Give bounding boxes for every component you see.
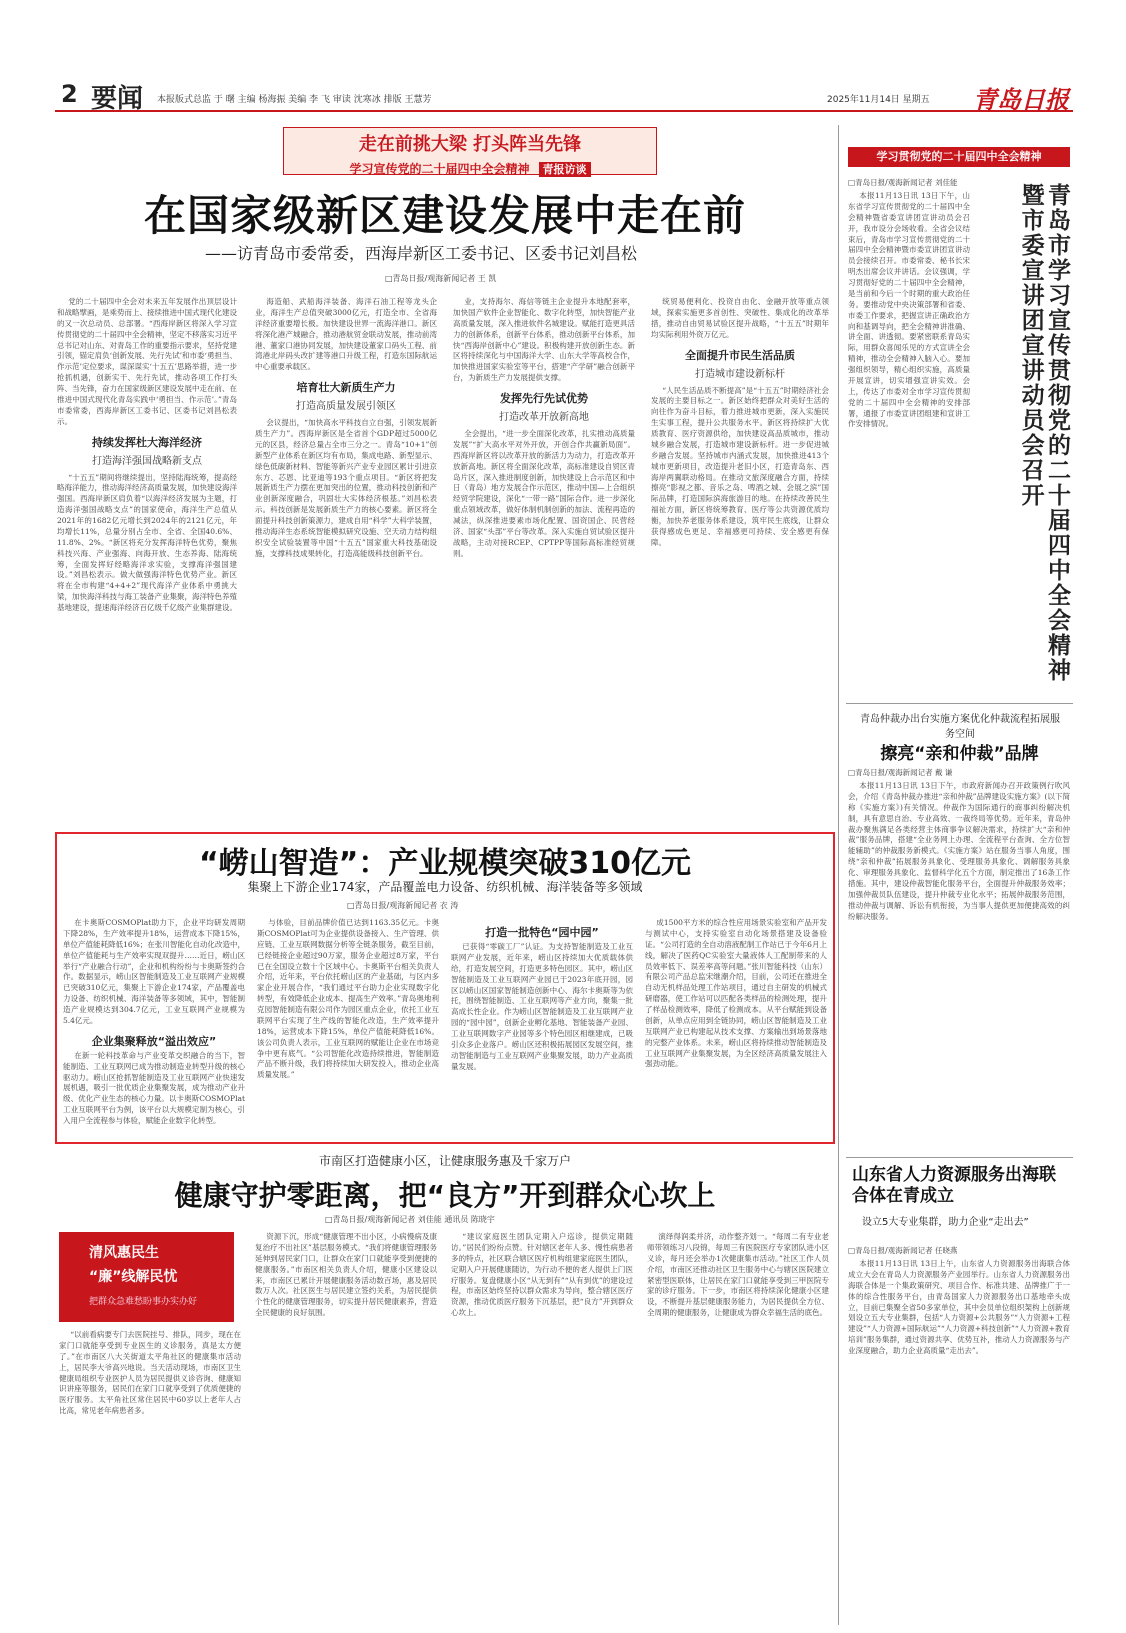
right-story3-byline: □青岛日报/观海新闻记者 任晓燕 [848, 1246, 958, 1255]
masthead [55, 76, 1073, 112]
right-banner [848, 147, 1070, 167]
feature-col2-body: 与体验，目前品牌价值已达到1163.35亿元。卡奥斯COSMOPlat可为企业提供设备接入、生产管理、供应链、工业互联网数据分析等全链条服务，截至目前，已经链接企业超过90万家，服务企业超过8万家，平台已在全国设立数十个区域中心。卡奥斯平台相关负责人介绍，近年来，平台依托崂山区的产业基础，与区内多家企业开展合作，“我们通过平台助力企业实现数字化转型，有效降低企业成本、提高生产效率。”青岛奥地利克园智能制造有限公司作为园区重点企业，依托工业互联网平台实现了生产线的智能化改造，生产效率提升18%，运营成本下降15%，单位产值能耗降低16%。该公司负责人表示，工业互联网的赋能让企业在市场竞争中更有底气。“公司智能化改造持续推进，智能制造产品不断升级，我们将持续加大研发投入，推动企业高质量发展。” [257, 918, 439, 1080]
bottom-title: 健康守护零距离，把“良方”开到群众心坎上 [174, 1179, 716, 1212]
bottom-kicker: 市南区打造健康小区，让健康服务惠及千家万户 [318, 1154, 571, 1168]
main-col2-head2: 打造高质量发展引领区 [296, 401, 396, 413]
main-col4-body2: “人民生活品质不断提高”是“十五五”时期经济社会发展的主要目标之一。新区始终把群众对美好生活的向往作为奋斗目标，着力推进城市更新，深入实施民生实事工程，提升公共服务水平。新区将持续扩大优质教育、医疗资源供给，加快建设高品质城市，推动城乡融合发展，打造城市建设新标杆。进一步促进城乡融合发展。坚持城市内涵式发展，加快推进413个城市更新项目，改造提升老旧小区，打造青岛东、西海岸两翼联动格局。在推动文旅深度融合方面，持续擦亮“影视之都、音乐之岛、啤酒之城、会展之滨”国际品牌，打造国际滨海旅游目的地。在持续改善民生福祉方面，新区将统筹教育、医疗等公共资源优质均衡，加快养老服务体系建设，筑牢民生底线，让群众获得感成色更足、幸福感更可持续、安全感更有保障。 [651, 385, 829, 547]
bottom-byline: □青岛日报/观海新闻记者 刘佳能 通讯员 陈晓宇 [325, 1215, 495, 1224]
feature-col-4 [645, 918, 827, 1140]
campaign-line1: 清风惠民生 [89, 1245, 159, 1261]
main-col3-head: 发挥先行先试优势 [500, 392, 588, 405]
main-col1-body: “十五五”期间将继续提出，坚持陆海统筹，提高经略海洋能力，推动海洋经济高质量发展，加快建设海洋强国。西海岸新区肩负着“以海洋经济发展为主题，打造海洋强国战略支点”的国家使命，海洋生产总值从2021年的1682亿元增长到2024年的2121亿元，年均增长11%，总量分别占全市、全省、全国40.6%、11.8%、2%。“新区将充分发挥海洋特色优势，聚焦科技兴海、产业强海、向海开放、生态养海、陆海统筹，全面发挥好经略海洋求实验，支撑海洋强国建设。”刘昌松表示。做大做强海洋特色优势产业。新区将在全市构建“4+4+2”现代海洋产业体系中勇挑大梁，加快海洋科技与海工装备产业集聚，海洋特色养殖基地建设，提速海洋经济百亿级千亿级产业集群建设。 [57, 472, 237, 612]
right-divider-2 [846, 1157, 1073, 1158]
campaign-logo-image [59, 1232, 234, 1322]
feature-article-box [55, 832, 835, 1144]
newspaper-logo: 青岛日报 [973, 85, 1069, 114]
bottom-col4-body: 演绎得润柔并济，动作整齐划一。“每周二有专业老师带领练习八段锦，每周三有医院医疗专家团队进小区义诊，每月还会举办1次健康集市活动。”社区工作人员介绍，市南区还推动社区卫生服务中心与辖区医院建立紧密型医联体，让居民在家门口就能享受到三甲医院专家的诊疗服务。下一步，市南区将持续深化健康小区建设，不断提升基层健康服务能力，为居民提供全方位、全周期的健康服务，让健康成为群众幸福生活的底色。 [647, 1232, 829, 1318]
main-col3-head2: 打造改革开放新高地 [499, 412, 589, 423]
kicker-line2-wrap [284, 158, 656, 177]
feature-col3-body: 已获得“零碳工厂”认证。为支持智能制造及工业互联网产业发展，近年来，崂山区持续加大优质载体供给，打造发展空间，打造更多特色园区。其中，崂山区智能制造及工业互联网产业园已于2023年底开园，园区以崂山区国家智能制造创新中心、海尔卡奥斯等为依托，围绕智能制造、工业互联网等产业方向，聚集一批高成长性企业。作为崂山区智能制造及工业互联网产业园的“园中园”，创新企业孵化基地、智能装备产业园、工业互联网数字产业园等多个特色园区相继建成，已吸引众多企业落户。崂山区还积极拓展园区发展空间，推动智能制造与工业互联网产业集聚发展，助力产业高质量发展。 [451, 942, 633, 1071]
right-story3-body: 本报11月13日讯 13日上午，山东省人力资源服务出海联合体成立大会在青岛人力资源服务产业园举行。山东省人力资源服务出海联合体是一个集政策研究、项目合作、标准共建、品牌推广于一体的综合性服务平台，由青岛国家人力资源服务出口基地牵头成立，目前已集聚全省50多家单位，其中会员单位组织架构上创新规划设立五大专业集群，包括“人力资源+公共服务”“人力资源+工程建设”“人力资源+国际航运”“人力资源+科技创新”“人力资源+教育培训”服务集群，通过资源共享、优势互补，推动人力资源服务与产业深度融合，助力企业高质量“走出去”。 [848, 1259, 1070, 1355]
right-story1-byline: □青岛日报/观海新闻记者 刘佳能 [848, 178, 958, 187]
issue-date: 2025年11月14日 星期五 [827, 95, 930, 105]
main-col1-head: 持续发挥杜大海洋经济 [92, 435, 202, 449]
main-col2-body: 海造船、武船海洋装备、海洋石油工程等龙头企业，海洋生产总值突破3000亿元，打造全市、全省海洋经济重要增长极。加快建设世界一流海洋港口。新区将深化港产城融合，推动港航贸金联动发展，推动前湾港、董家口港协同发展，加快建设董家口码头工程、前湾港北岸码头改扩建等港口升级工程，打造东国际航运中心重要承载区。 [255, 297, 437, 372]
right-banner-text: 学习贯彻党的二十届四中全会精神 [876, 150, 1042, 163]
bottom-col1-body: “以前看病要专门去医院挂号、排队，同步，现在在家门口就能享受到专业医生的义诊服务，真是太方便了。”在市南区八大关街道太平角社区的健康集市活动上，居民李大爷高兴地说。当天活动现场，市南区卫生健康局组织专业医护人员为居民提供义诊咨询、健康知识讲座等服务，居民们在家门口就享受到了优质便捷的医疗服务。太平角社区常住居民中60岁以上老年人占比高，常见老年病患者多。 [59, 1330, 241, 1416]
right-story2-kicker: 青岛仲裁办出台实施方案优化仲裁流程拓展服务空间 [860, 714, 1060, 740]
feature-col1-body2: 在新一轮科技革命与产业变革交织融合的当下，智能制造、工业互联网已成为推动制造业转型升级的核心驱动力。崂山区抢抓智能制造及工业互联网产业快速发展机遇，吸引一批优质企业集聚发展，成为推动产业升级、优化产业生态的核心力量。以卡奥斯COSMOPlat工业互联网平台为例，该平台以大规模定制为核心，引入用户全流程参与体验，赋能企业数字化转型。 [63, 1050, 245, 1125]
bottom-col-3 [451, 1232, 633, 1620]
kicker-line1: 走在前挑大梁 打头阵当先锋 [358, 134, 582, 155]
right-story2 [848, 767, 1070, 1152]
right-story3-subtitle: 设立5大专业集群，助力企业“走出去” [862, 1217, 1029, 1228]
right-vertical-title: 青岛市学习宣传贯彻党的二十届四中全会精神暨市委宣讲团宣讲动员会召开 [1017, 183, 1070, 683]
feature-col-3 [451, 918, 633, 1140]
main-col-1 [57, 297, 237, 822]
kicker-banner [283, 127, 657, 175]
feature-subtitle: 集聚上下游企业174家，产品覆盖电力设备、纺织机械、海洋装备等多领域 [247, 880, 643, 894]
main-article [55, 125, 830, 825]
main-col3-body2: 全会提出，“进一步全面深化改革，扎实推动高质量发展”“扩大高水平对外开放，开创合作共赢新局面”。西海岸新区将以改革开放的新活力为动力，打造改革开放新高地。新区将全面深化改革，高标准建设自贸区青岛片区，深入推进制度创新，加快建设上合示范区和中日（青岛）地方发展合作示范区，推动中国—上合组织经贸学院建设，深化“一带一路”国际合作。进一步深化重点领域改革，做好体制机制创新的加法、流程再造的减法，纵深推进要素市场化配置、国资国企、民营经济、国家“头部”平台等改革。深入实施自贸试验区提升战略，主动对接RCEP、CPTPP等国际高标准经贸规则。 [453, 429, 635, 558]
main-col3-body: 业，支持海尔、海信等链主企业提升本地配套率，加快国产软件企业智能化、数字化转型，加快智能产业高质量发展，深入推进软件名城建设。赋能打造更具活力的创新体系，创新平台体系，推动创新平台体系，加快“西海岸创新中心”建设。积极构建开放创新生态。新区将持续深化与中国海洋大学、山东大学等高校合作，加快推进国家实验室等平台，搭建“产学研”融合创新平台，为新质生产力发展提供支撑。 [453, 297, 635, 383]
bottom-col2-body: 资源下沉，形成“健康管理不出小区，小病慢病及康复治疗不出社区”基层服务模式。“我们将健康管理服务延伸到居民家门口，让群众在家门口就能享受到便捷的健康服务。”市南区相关负责人介绍，健康小区建设以来，市南区已累计开展健康服务活动数百场，惠及居民数万人次。社区医生与居民建立签约关系，为居民提供个性化的健康管理服务，切实提升居民健康素养，营造全民健康的良好氛围。 [255, 1232, 437, 1318]
right-story2-byline: □青岛日报/观海新闻记者 戴 谦 [848, 768, 953, 777]
bottom-col-2 [255, 1232, 437, 1620]
main-col2-body2: 会议提出，“加快高水平科技自立自强，引领发展新质生产力”。西海岸新区是全省首个GDP超过5000亿元的区县，经济总量占全市三分之一。青岛“10+1”创新型产业体系在新区均有布局，集成电路、新型显示、绿色低碳新材料、智能等新兴产业专业园区累计引进京东方、芯恩、比亚迪等193个重点项目。“新区将把发展新质生产力摆在更加突出的位置，推动科技创新和产业创新深度融合，巩固壮大实体经济根基。”刘昌松表示。科技创新是发展新质生产力的核心要素。新区将全面提升科技创新策源力，建成自用“科学”大科学装置，推动海洋生态系统智能模拟研究设施、空天动力结构组织安全试验装置等中国“十五五”国家重大科技基础设施，支撑科技成果转化，打造高能级科技创新平台。 [255, 418, 437, 558]
kicker-badge: 青报访谈 [539, 162, 591, 177]
main-col1-head2: 打造海洋强国战略新支点 [92, 455, 202, 467]
feature-byline: □青岛日报/观海新闻记者 衣 涛 [347, 901, 459, 910]
main-col-3 [453, 297, 635, 822]
right-story1 [848, 177, 970, 697]
column-divider [838, 125, 839, 1625]
staff-credits: 本报版式总监 于 曙 主编 杨海振 美编 李 飞 审读 沈寒冰 排版 王慧芳 [157, 95, 432, 105]
feature-title: “崂山智造”：产业规模突破310亿元 [198, 846, 692, 881]
bottom-col3-body: “建议家庭医生团队定期入户巡诊，提供定期随访。”居民们纷纷点赞。针对辖区老年人多、慢性病患者多的特点，社区联合辖区医疗机构组建家庭医生团队，定期入户开展健康随访，为行动不便的老人提供上门医疗服务。复盘健康小区“从无到有”“从有到优”的建设过程，市南区始终坚持以群众需求为导向，整合辖区医疗资源，推动优质医疗服务下沉基层，把“良方”开到群众心坎上。 [451, 1232, 633, 1318]
bottom-article [55, 1152, 835, 1627]
feature-col-1 [63, 918, 245, 1140]
main-col4-head: 全面提升市民生活品质 [685, 348, 795, 362]
section-name: 要闻 [91, 84, 144, 114]
main-byline: □青岛日报/观海新闻记者 王 凯 [385, 274, 497, 283]
feature-col-2 [257, 918, 439, 1140]
right-divider-1 [846, 703, 1073, 704]
right-story2-body: 本报11月13日讯 13日下午，市政府新闻办召开政策例行吹风会，介绍《青岛仲裁办推进“亲和仲裁”品牌建设实施方案》(以下简称《实施方案》)有关情况。仲裁作为国际通行的商事纠纷解决机制，具有意思自治、专业高效、一裁终局等优势。近年来，青岛仲裁办聚焦满足各类经营主体商事争议解决需求，持续扩大“亲和仲裁”服务品牌，搭建“全业务网上办理、全流程平台查询、全方位智能辅助”的仲裁服务新模式。《实施方案》站在服务当事人角度，围绕“亲和仲裁”拓展服务具象化、受理服务具象化、调解服务具象化、审理服务具象化、监督科学化五个方面，制定推出了16条工作措施。其中，建设仲裁智能化服务平台，全面提升仲裁服务效率；加强仲裁员队伍建设，提升仲裁专业化水平；拓展仲裁服务范围，推动仲裁与调解、诉讼有机衔接，为当事人提供更加便捷高效的纠纷解决服务。 [848, 781, 1070, 921]
right-column [846, 125, 1073, 1625]
feature-col4-body: 成1500平方米的综合性应用场景实验室和产品开发与测试中心，支持实验室自动化场景搭建及设备验证。“公司打造的全自动溶液配制工作站已于今年6月上线，解决了医药QC实验室大量液体人工配制带来的人员效率低下、误差率高等问题。”张川智能科技（山东）有限公司产品总监宋继潮介绍，目前，公司还在推进全自动无机样品处理工作站项目，通过自主研发的机械式研磨器，使工作站可以匹配各类样品的检测处理，提升了样品检测效率，降低了检测成本。从平台赋能到设备创新，从单点应用到全链协同，崂山区智能制造及工业互联网产业已构建起从技术支撑、方案输出到场景落地的完整产业体系。未来，崂山区将持续推动智能制造及工业互联网产业集聚发展，为全区经济高质量发展注入强劲动能。 [645, 918, 827, 1069]
subheadline: ——访青岛市委常委，西海岸新区工委书记、区委书记刘昌松 [205, 244, 638, 263]
feature-col3-head: 打造一批特色“园中园” [485, 926, 599, 939]
bottom-col-4 [647, 1232, 829, 1620]
headline: 在国家级新区建设发展中走在前 [143, 191, 746, 240]
right-story1-body: 本报11月13日讯 13日下午，山东省学习宣传贯彻党的二十届四中全会精神暨省委宣讲团宣讲动员会召开，我市设分会场收看。全省会议结束后，青岛市学习宣传贯彻党的二十届四中全会精神暨市委宣讲团宣讲动员会接续召开。市委常委、秘书长宋明杰出席会议并讲话。会议强调，学习贯彻好党的二十届四中全会精神，是当前和今后一个时期的重大政治任务。要推动党中央决策部署和省委、市委工作要求，把握宣讲正确政治方向和基调导向，把全会精神讲准确、讲全面、讲透彻。要紧密联系青岛实际，用群众喜闻乐见的方式宣讲全会精神，推动全会精神入脑入心。要加强组织领导，精心组织实施，高质量开展宣讲，切实增强宣讲实效。会上，传达了市委对全市学习宣传贯彻党的二十届四中全会精神的安排部署，通报了市委宣讲团组建和宣讲工作安排情况。 [848, 191, 970, 429]
campaign-line3: 把群众急难愁盼事办实办好 [89, 1297, 198, 1307]
main-col4-head2: 打造城市建设新标杆 [695, 368, 785, 380]
campaign-line2: “廉”线解民忧 [89, 1269, 178, 1285]
main-col1-intro: 党的二十届四中全会对未来五年发展作出顶层设计和战略擘画，是乘势而上、接续推进中国式现代化建设的又一次总动员、总部署。“西海岸新区将深入学习宣传贯彻党的二十届四中全会精神，坚定不移落实习近平总书记对山东、对青岛工作的重要指示要求，坚持党建引领，锚定肩负‘创新发展、先行先试’和市委‘勇担当、作示范’定位要求，谋深谋实‘十五五’思路举措，进一步抢抓机遇，创新实干、先行先试，推动各项工作打头阵、当先锋，奋力在国家级新区建设发展中走在前、在推进中国式现代化青岛实践中‘勇担当、作示范’。”青岛市委常委，西海岸新区工委书记、区委书记刘昌松表示。 [57, 297, 237, 426]
feature-col1-body: 在卡奥斯COSMOPlat助力下，企业平均研发周期下降28%，生产效率提升18%，运营成本下降15%，单位产值能耗降低16%；在张川智能化自动化改造中，单位产值能耗与生产效率实现双提升……近日，崂山区举行“产业融合行动”，企业和机构纷纷与卡奥斯签约合作。数据显示，崂山区智能制造及工业互联网产业规模已突破310亿元，集聚上下游企业174家，产品覆盖电力设备、纺织机械、海洋装备等多领域，其中，智能制造产业规模达到304.7亿元，工业互联网产业规模为5.4亿元。 [63, 918, 245, 1025]
page-number: 2 [61, 80, 78, 108]
right-story3 [848, 1245, 1070, 1620]
feature-col1-head: 企业集聚释放“溢出效应” [91, 1034, 217, 1048]
kicker-line2: 学习宣传党的二十届四中全会精神 [349, 162, 530, 176]
right-story2-title: 擦亮“亲和仲裁”品牌 [880, 744, 1039, 764]
main-col-4 [651, 297, 829, 822]
bottom-col-1 [59, 1330, 241, 1620]
main-col2-head: 培育壮大新质生产力 [296, 381, 396, 395]
main-col4-body: 统贸易便利化、投资自由化、金融开放等重点领域，探索实施更多首创性、突破性、集成化的改革举措，推动自由贸易试验区提升战略，“十五五”时期年均实际利用外资万亿元。 [651, 297, 829, 339]
right-story3-title: 山东省人力资源服务出海联合体在青成立 [852, 1165, 1056, 1207]
main-col-2 [255, 297, 437, 822]
